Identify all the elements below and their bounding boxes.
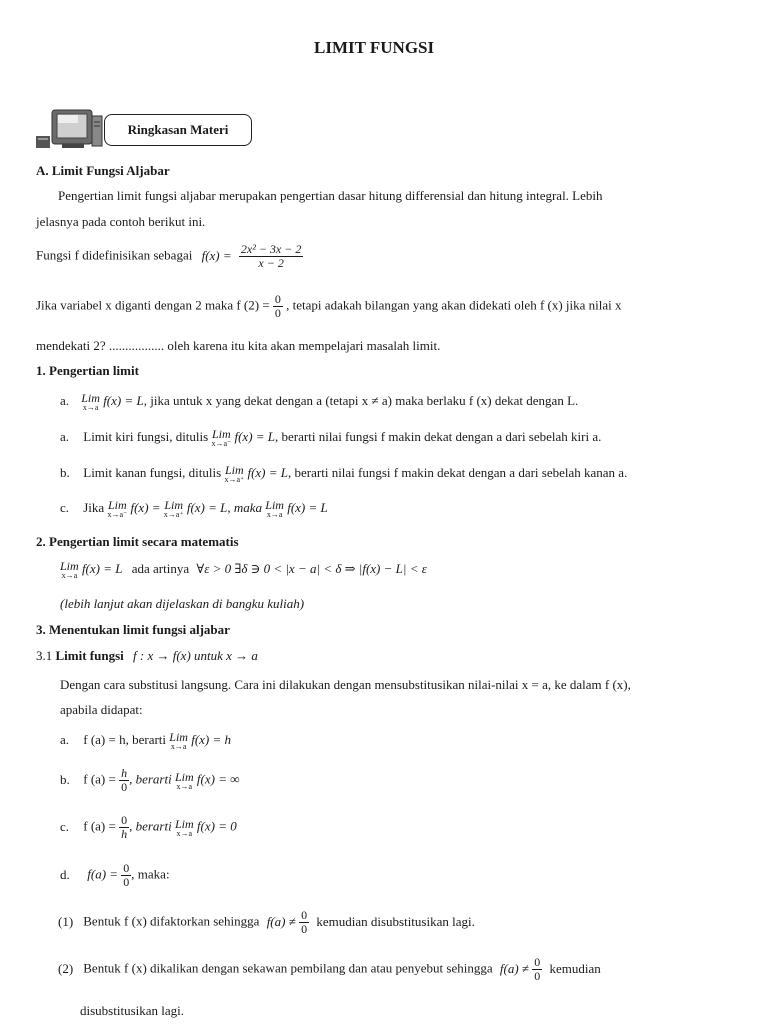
limit-expression: f(x) = L [234,428,276,444]
limit-expression: f(x) = L [103,392,144,408]
lim-word: Lim [224,463,244,477]
epsilon-delta-definition [60,560,427,580]
lim-sub: x→a⁺ [224,475,245,484]
limit-expression: f(x) = [130,499,161,515]
fa-not-equal: f(a) ≠ [266,913,296,929]
substitution-text: Jika variabel x diganti dengan 2 maka f (2) = [36,297,270,313]
item-label: c. [60,499,70,515]
approach-text: mendekati 2? ................. oleh karena itu kita akan mempelajari masalah limit. [36,338,441,353]
subsection-formula: f : x → f(x) untuk x → a [133,648,258,663]
substitution-line-1: Dengan cara substitusi langsung. Cara ini dilakukan dengan mensubstitusikan nilai-nilai x = a, ke dalam f (x), [60,677,631,692]
lim-sub: x→a⁺ [163,510,184,519]
summary-badge: Ringkasan Materi [104,114,252,146]
frac-den: 0 [301,922,308,937]
berarti-text: , berarti [129,771,172,787]
method-conjugate [58,956,601,983]
frac-num: h [121,766,128,780]
left-limit-item [60,428,601,448]
item-label: c. [60,818,70,834]
case-a [60,731,231,751]
lim-word: Lim [212,427,231,441]
substitution-text-2: , tetapi adakah bilangan yang akan didekati oleh f (x) jika nilai x [286,297,622,313]
item-label: (1) [58,913,74,929]
frac-num: 0 [121,813,128,827]
section-1-heading: 1. Pengertian limit [36,363,139,378]
frac-den: h [121,827,128,842]
frac-den: 0 [534,969,541,984]
lim-sub: x→a⁻ [211,439,232,448]
fx-fraction [239,243,303,270]
right-limit-text-2: , berarti nilai fungsi f makin dekat dengan a dari sebelah kanan a. [288,464,628,480]
computer-icon [34,108,104,150]
intro-line-1: Pengertian limit fungsi aljabar merupakan pengertian dasar hitung differensial dan hitung integral. Lebih [58,188,603,203]
limit-expression: f(x) = h [191,731,232,747]
conjugate-end-text: kemudian [549,960,601,976]
limit-symbol [164,499,184,519]
fa-not-equal: f(a) ≠ [499,960,530,976]
case-a-text: f (a) = h, berarti [83,731,167,747]
function-definition [36,243,303,270]
item-label: b. [60,771,70,787]
jika-word: Jika [83,499,105,515]
berarti-text: , berarti [129,818,172,834]
case-c-text: f (a) = [83,818,116,834]
lim-sub: x→a [176,781,193,791]
right-limit-text: Limit kanan fungsi, ditulis [83,464,222,480]
fx-denominator: x − 2 [258,256,284,271]
left-limit-text-2: , berarti nilai fungsi f makin dekat dengan a dari sebelah kiri a. [275,428,602,444]
limit-expression: f(x) = ∞ [196,771,240,787]
zero-over-zero [532,956,542,983]
epsilon-delta-formula: ∀ε > 0 ∃δ ∋ 0 < |x − a| < δ ⇒ |f(x) − L| < ε [196,560,427,576]
left-limit-text: Limit kiri fungsi, ditulis [83,428,209,444]
frac-den: 0 [274,306,281,321]
limit-symbol [211,428,231,448]
ada-artinya-text: ada artinya [131,560,190,576]
lim-word: Lim [108,498,127,512]
item-label: d. [60,866,70,882]
definition-item-a [60,392,578,412]
item-label: a. [60,392,70,408]
function-definition-text: Fungsi f didefinisikan sebagai [36,247,193,263]
frac-num: 0 [123,861,130,875]
lim-word: Lim [174,816,194,831]
lim-word: Lim [265,498,284,512]
limit-symbol [107,499,127,519]
lim-sub: x→a [61,571,78,580]
frac-num: 0 [274,292,281,306]
lim-sub: x→a [176,828,193,838]
conjugate-text: Bentuk f (x) dikalikan dengan sekawan pembilang dan atau penyebut sehingga [83,960,493,976]
section-3-heading: 3. Menentukan limit fungsi aljabar [36,622,230,637]
frac-num: 0 [534,955,541,969]
limit-expression: f(x) = L [247,464,289,480]
case-b-text: f (a) = [83,771,116,787]
fx-numerator: 2x² − 3x − 2 [240,242,302,256]
substitution-question [36,293,622,320]
limit-exists-item [60,499,328,519]
section-a-heading: A. Limit Fungsi Aljabar [36,163,170,178]
h-over-zero [119,767,129,794]
lim-word: Lim [174,769,194,784]
zero-over-h [119,814,129,841]
frac-num: 0 [301,908,308,922]
zero-over-zero [121,862,131,889]
limit-expression: f(x) = L [81,560,123,576]
substitution-line-2: apabila didapat: [60,702,143,717]
case-c [60,814,237,841]
factor-text: Bentuk f (x) difaktorkan sehingga [83,913,260,929]
method-factor [58,909,475,936]
limit-symbol [224,464,244,484]
lim-sub: x→a⁻ [107,510,128,519]
limit-symbol [175,771,194,791]
limit-symbol [265,499,284,519]
case-d [60,862,170,889]
lim-sub: x→a [82,403,99,412]
lim-word: Lim [164,498,184,512]
frac-den: 0 [121,780,128,795]
lim-word: Lim [81,391,100,405]
limit-symbol [81,392,100,412]
case-b [60,767,240,794]
zero-over-zero [299,909,309,936]
zero-over-zero [273,293,283,320]
lim-sub: x→a [266,510,283,519]
subsection-label: Limit fungsi [55,648,124,663]
item-label: b. [60,464,70,480]
further-note: (lebih lanjut akan dijelaskan di bangku kuliah) [60,596,305,611]
frac-den: 0 [123,875,130,890]
fa-expression: f(a) = [87,866,119,882]
conjugate-line-2: disubstitusikan lagi. [80,1003,184,1018]
item-label: (2) [58,960,74,976]
item-label: a. [60,731,70,747]
right-limit-item [60,464,627,484]
limit-symbol [60,560,79,580]
limit-expression: f(x) = 0 [196,818,237,834]
limit-expression: f(x) = L, maka [186,499,263,515]
subsection-number: 3.1 [36,648,53,663]
lim-word: Lim [60,559,79,573]
limit-symbol [169,731,188,751]
limit-expression: f(x) = L [287,499,328,515]
factor-end-text: kemudian disubstitusikan lagi. [316,913,475,929]
item-a-text: , jika untuk x yang dekat dengan a (tetapi x ≠ a) maka berlaku f (x) dekat dengan L. [143,392,579,408]
lim-word: Lim [169,730,188,744]
lim-sub: x→a [170,742,187,751]
subsection-3-1 [36,648,258,664]
maka-text: , maka: [131,866,170,882]
intro-line-2: jelasnya pada contoh berikut ini. [36,214,206,229]
item-label: a. [60,428,70,444]
page-title: LIMIT FUNGSI [314,38,435,57]
fx-lhs: f(x) = [201,247,232,263]
limit-symbol [175,818,194,838]
section-2-heading: 2. Pengertian limit secara matematis [36,534,239,549]
